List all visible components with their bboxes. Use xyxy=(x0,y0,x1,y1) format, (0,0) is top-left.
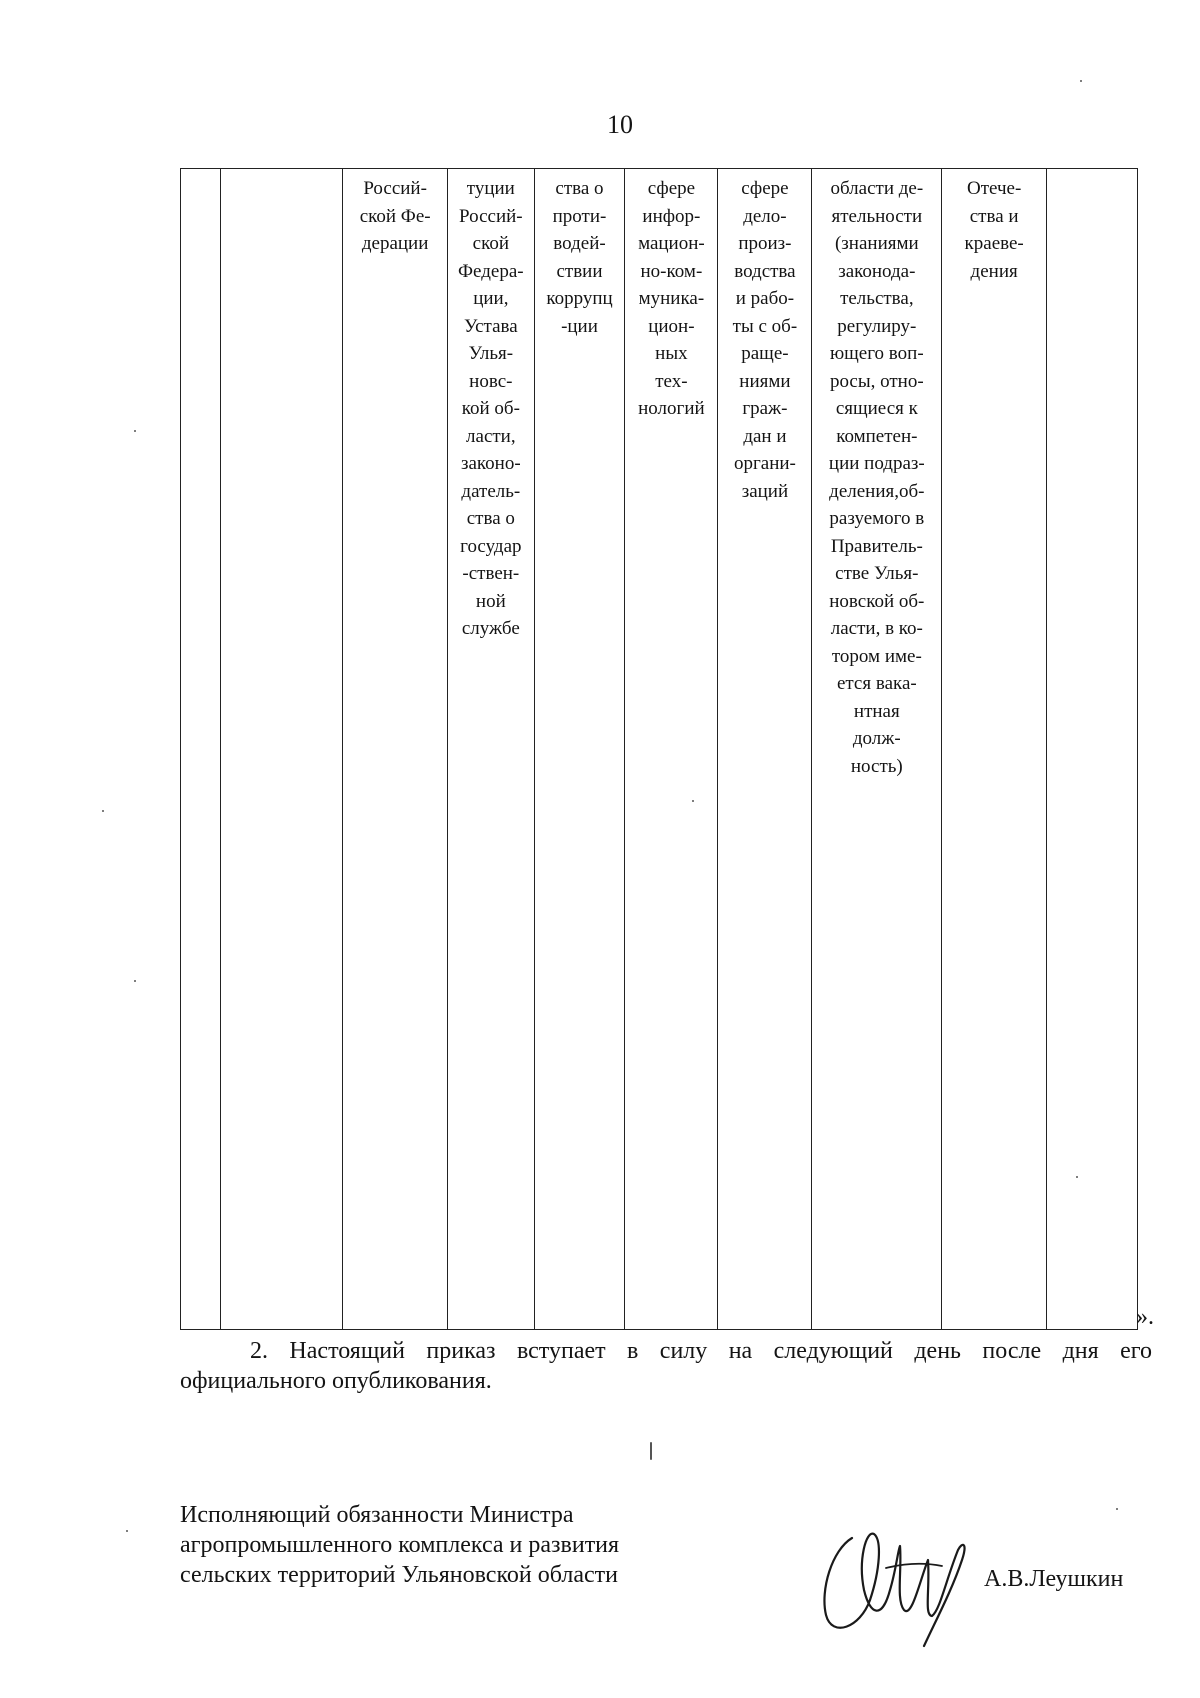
scan-speck xyxy=(1116,1508,1118,1510)
scan-speck xyxy=(102,810,104,812)
paragraph-line-2: официального опубликования. xyxy=(180,1368,492,1394)
table-cell-10 xyxy=(1047,169,1138,1330)
scan-speck xyxy=(650,1442,652,1460)
document-table xyxy=(180,168,1138,1330)
table-cell-8: области де- ятельности (знаниями законода- тельства, регулиру- ющего воп- росы, отно- сящиеся к компетен- ции подраз- деления,об- разуемого в Правитель- стве Улья- новской об- ласти, в ко- тором име- ется вака- нтная долж- ность) xyxy=(812,169,942,1330)
table-cell-6: сфере инфор- мацион- но-ком- муника- цион- ных тех- нологий xyxy=(625,169,718,1330)
page-number: 10 xyxy=(607,110,633,139)
table-cell-2 xyxy=(221,169,343,1330)
table-cell-1 xyxy=(181,169,221,1330)
order-paragraph xyxy=(180,1336,1152,1396)
signer-title: Исполняющий обязанности Министра агропромышленного комплекса и развития сельских территорий Ульяновской области xyxy=(180,1502,620,1588)
table-cell-9: Отече- ства и краеве- дения xyxy=(942,169,1047,1330)
table-cell-3: Россий- ской Фе- дерации xyxy=(343,169,448,1330)
scan-speck xyxy=(126,1530,128,1532)
scan-speck xyxy=(692,800,694,802)
table-cell-5: ства о проти- водей- ствии коррупц -ции xyxy=(534,169,625,1330)
scan-speck xyxy=(1076,1176,1078,1178)
signer-name: А.В.Леушкин xyxy=(984,1566,1124,1592)
closing-quote: ». xyxy=(1136,1304,1154,1330)
scan-speck xyxy=(1080,80,1082,82)
scan-speck xyxy=(134,980,136,982)
table-cell-7: сфере делo- произ- водства и рабо- ты с об- раще- ниями граж- дан и органи- заций xyxy=(718,169,812,1330)
table-row xyxy=(181,169,1138,1330)
handwritten-signature xyxy=(812,1520,982,1650)
table-cell-4: туции Россий- ской Федера- ции, Устава Улья- новс- кой об- ласти, законо- датель- ства о государ -ствен- ной службе xyxy=(448,169,535,1330)
paragraph-line-1: 2. Настоящий приказ вступает в силу на следующий день после дня его xyxy=(250,1338,1152,1364)
scan-speck xyxy=(134,430,136,432)
